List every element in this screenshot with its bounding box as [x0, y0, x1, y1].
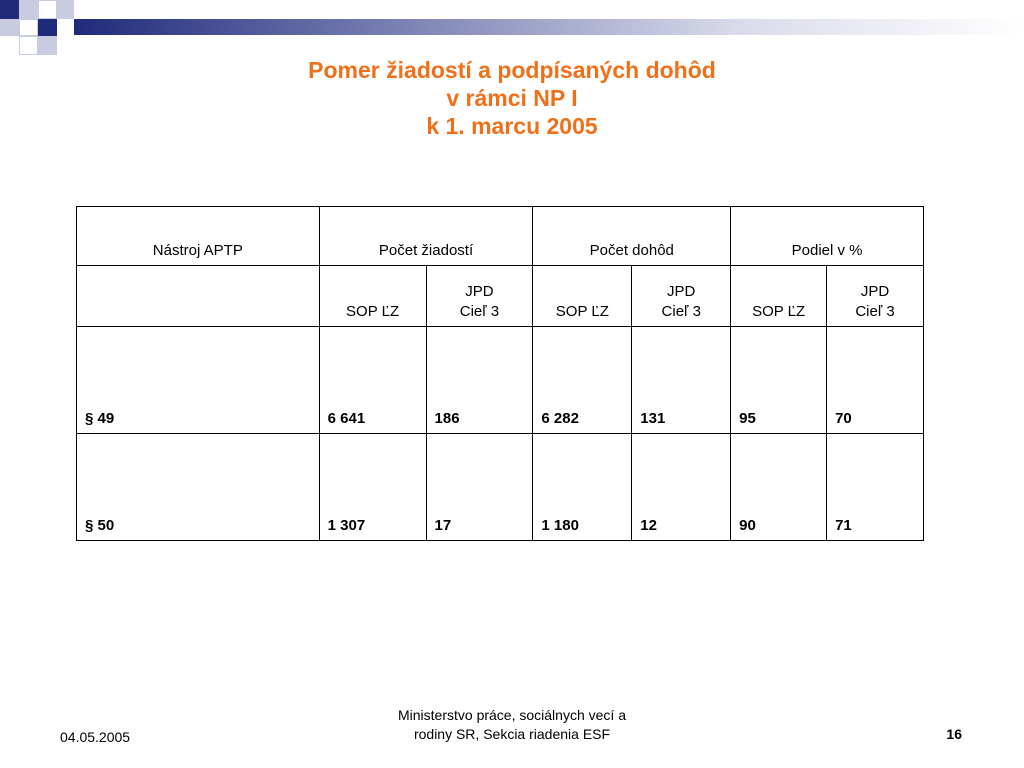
table-cell: § 49 — [77, 327, 320, 434]
table-subheader-cell — [319, 266, 426, 327]
table-header-cell: Nástroj APTP — [77, 207, 320, 266]
subheader-line: Cieľ 3 — [459, 303, 500, 320]
page-number: 16 — [946, 726, 962, 742]
decor-square — [19, 36, 38, 55]
footer-org-line: Ministerstvo práce, sociálnych vecí a — [398, 707, 626, 723]
table-cell: § 50 — [77, 434, 320, 541]
table-subheader-cell — [426, 266, 533, 327]
decor-square — [0, 0, 19, 19]
table-cell: 6 641 — [319, 327, 426, 434]
footer-organization — [352, 706, 672, 744]
decor-square — [19, 0, 38, 19]
table-cell: 17 — [426, 434, 533, 541]
table-cell: 186 — [426, 327, 533, 434]
decor-square — [57, 0, 74, 19]
table-cell: 95 — [731, 327, 827, 434]
decor-square — [38, 0, 57, 19]
table-cell: 12 — [632, 434, 731, 541]
subheader-line: JPD — [860, 283, 890, 300]
data-table — [76, 206, 924, 541]
subheader-line: Cieľ 3 — [855, 303, 895, 320]
header-gradient-bar — [74, 19, 1024, 35]
decor-square — [19, 19, 38, 36]
footer-date: 04.05.2005 — [60, 729, 131, 745]
table-row — [77, 327, 924, 434]
table-subheader-cell — [77, 266, 320, 327]
decor-square — [0, 19, 19, 36]
table-cell: 1 180 — [533, 434, 632, 541]
slide-title — [0, 56, 1024, 140]
subheader-line: Cieľ 3 — [661, 303, 701, 320]
subheader-line: JPD — [465, 283, 494, 300]
footer-org-line: rodiny SR, Sekcia riadenia ESF — [413, 726, 611, 742]
title-line: k 1. marcu 2005 — [426, 113, 598, 139]
table-subheader-cell — [533, 266, 632, 327]
table-cell: 1 307 — [319, 434, 426, 541]
subheader-line: SOP ĽZ — [346, 303, 400, 320]
decor-square — [38, 19, 57, 36]
subheader-line: SOP ĽZ — [555, 303, 609, 320]
table-subheader-cell — [632, 266, 731, 327]
table-header-cell: Podiel v % — [731, 207, 924, 266]
table-cell: 6 282 — [533, 327, 632, 434]
subheader-line: SOP ĽZ — [752, 303, 806, 320]
table-header-row — [77, 207, 924, 266]
title-line: v rámci NP I — [446, 85, 578, 111]
table-subheader-row — [77, 266, 924, 327]
subheader-line: JPD — [667, 283, 696, 300]
table-cell: 131 — [632, 327, 731, 434]
title-line: Pomer žiadostí a podpísaných dohôd — [308, 57, 716, 83]
table-header-cell: Počet dohôd — [533, 207, 731, 266]
table-cell: 70 — [827, 327, 924, 434]
table-cell: 71 — [827, 434, 924, 541]
table-subheader-cell — [731, 266, 827, 327]
table-cell: 90 — [731, 434, 827, 541]
table-header-cell: Počet žiadostí — [319, 207, 533, 266]
decor-square — [38, 36, 57, 55]
table-subheader-cell — [827, 266, 924, 327]
table-row — [77, 434, 924, 541]
